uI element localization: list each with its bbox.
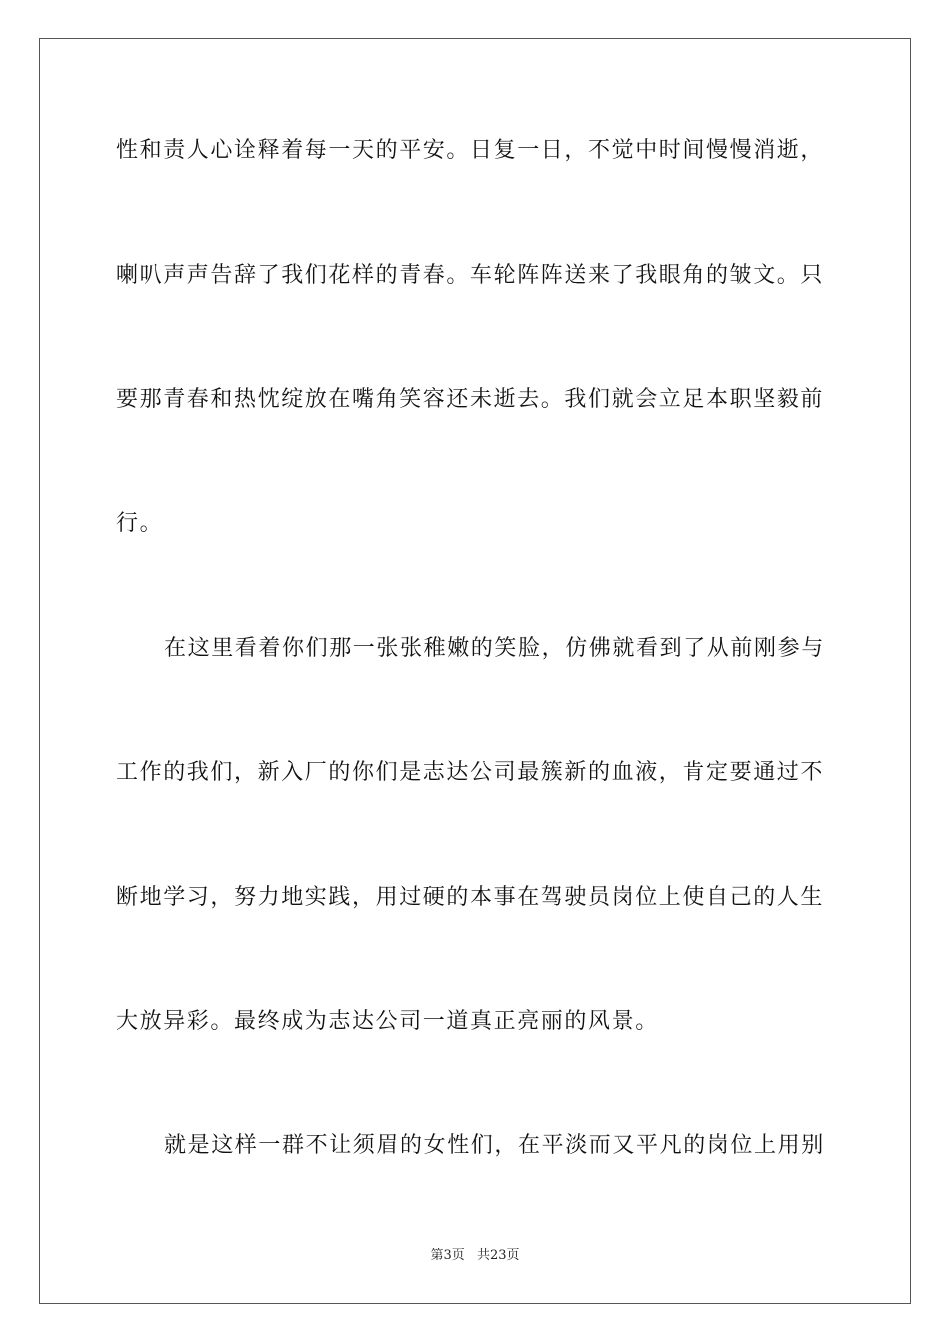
- page-total: 共23页: [476, 1248, 520, 1263]
- page-footer: [0, 1247, 950, 1265]
- body-line-7: 断地学习，努力地实践，用过硬的本事在驾驶员岗位上使自己的人生: [116, 885, 825, 910]
- body-line-9: 就是这样一群不让须眉的女性们，在平淡而又平凡的岗位上用别: [164, 1133, 825, 1158]
- page-number: 第3页: [430, 1248, 465, 1263]
- body-line-3: 要那青春和热忱绽放在嘴角笑容还未逝去。我们就会立足本职坚毅前: [116, 387, 825, 412]
- body-line-6: 工作的我们，新入厂的你们是志达公司最簇新的血液，肯定要通过不: [116, 760, 825, 785]
- page-border: [39, 38, 911, 1304]
- body-line-4: 行。: [116, 511, 164, 536]
- body-line-5: 在这里看着你们那一张张稚嫩的笑脸，仿佛就看到了从前刚参与: [164, 636, 825, 661]
- body-line-8: 大放异彩。最终成为志达公司一道真正亮丽的风景。: [116, 1009, 659, 1034]
- body-line-2: 喇叭声声告辞了我们花样的青春。车轮阵阵送来了我眼角的皱文。只: [116, 263, 825, 288]
- body-line-1: 性和责人心诠释着每一天的平安。日复一日，不觉中时间慢慢消逝，: [116, 138, 825, 163]
